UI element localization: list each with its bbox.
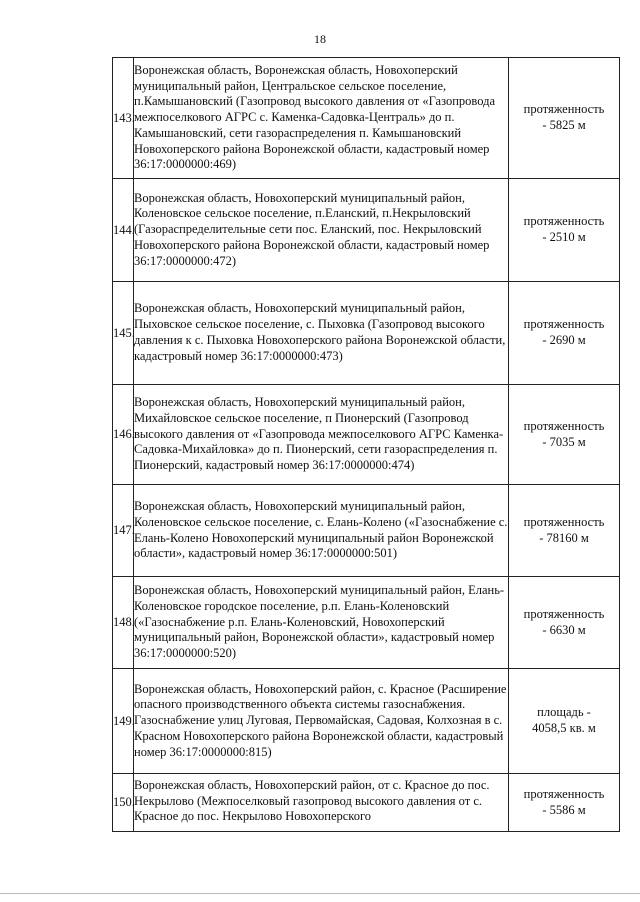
size-value: - 78160 м	[539, 530, 589, 545]
table-row	[113, 577, 620, 669]
table-row	[113, 385, 620, 485]
object-size	[509, 774, 620, 832]
object-size	[509, 485, 620, 577]
row-number: 147.	[113, 485, 134, 577]
row-number: 143.	[113, 58, 134, 179]
size-label: протяженность	[523, 102, 605, 117]
object-size	[509, 282, 620, 385]
size-value: 4058,5 кв. м	[532, 721, 596, 735]
object-description: Воронежская область, Новохоперский район, от с. Красное до пос. Некрылово (Межпоселковый газопровод высокого давления от с. Красное до пос. Некрылово Новохоперского	[134, 774, 509, 832]
table-row	[113, 179, 620, 282]
object-description: Воронежская область, Новохоперский муниципальный район, Пыховское сельское поселение, с. Пыховка (Газопровод высокого давления к с. Пыховка Новохоперского района Воронежской области, кадастровый номер 36:17:0000000:473)	[134, 282, 509, 385]
object-size	[509, 669, 620, 774]
object-description: Воронежская область, Новохоперский муниципальный район, Коленовское сельское поселение, с. Елань-Колено («Газоснабжение с. Елань-Колено Новохоперский муниципальный район Воронежской области», кадастровый номер 36:17:0000000:501)	[134, 485, 509, 577]
object-description: Воронежская область, Новохоперский муниципальный район, Елань-Коленовское городское поселение, р.п. Елань-Коленовский («Газоснабжение р.п. Елань-Коленовский, Новохоперский муниципальный район, Воронежской области», кадастровый номер 36:17:0000000:520)	[134, 577, 509, 669]
object-size	[509, 58, 620, 179]
object-description: Воронежская область, Новохоперский район, с. Красное (Расширение опасного производственного объекта системы газоснабжения. Газоснабжение улиц Луговая, Первомайская, Садовая, Колхозная в с. Красном Новохоперского района Воронежской области, кадастровый номер 36:17:0000000:815)	[134, 669, 509, 774]
row-number: 150.	[113, 774, 134, 832]
size-label: протяженность	[523, 418, 605, 433]
size-label: протяженность	[523, 514, 605, 529]
table-row	[113, 58, 620, 179]
table-row	[113, 485, 620, 577]
row-number: 149.	[113, 669, 134, 774]
table-row	[113, 669, 620, 774]
size-value: - 7035 м	[542, 434, 586, 449]
row-number: 148.	[113, 577, 134, 669]
row-number: 144.	[113, 179, 134, 282]
size-value: - 5586 м	[542, 802, 586, 817]
object-description: Воронежская область, Новохоперский муниципальный район, Михайловское сельское поселение, п Пионерский (Газопровод высокого давления от «Газопровода межпоселкового АГРС Каменка-Садовка-Михайловка» до п. Пионерский, сети газораспределения п. Пионерский, кадастровый номер 36:17:0000000:474)	[134, 385, 509, 485]
size-label: протяженность	[523, 606, 605, 621]
size-value: - 5825 м	[542, 118, 586, 132]
table-row	[113, 282, 620, 385]
page-number: 18	[314, 32, 326, 46]
row-number: 146.	[113, 385, 134, 485]
object-size	[509, 577, 620, 669]
size-value: - 2690 м	[542, 333, 586, 347]
size-label: протяженность	[523, 317, 605, 332]
object-size	[509, 179, 620, 282]
row-number: 145.	[113, 282, 134, 385]
size-value: - 2510 м	[542, 230, 586, 244]
size-label: площадь -	[537, 705, 591, 720]
size-label: протяженность	[523, 786, 605, 801]
table-row	[113, 774, 620, 832]
size-label: протяженность	[523, 214, 605, 229]
object-description: Воронежская область, Новохоперский муниципальный район, Коленовское сельское поселение, п.Еланский, п.Некрыловский (Газораспределительные сети пос. Еланский, пос. Некрыловский Новохоперского района Воронежской области, кадастровый номер 36:17:0000000:472)	[134, 179, 509, 282]
size-value: - 6630 м	[542, 622, 586, 637]
registry-table	[112, 57, 620, 832]
page-edge-rule	[0, 893, 640, 894]
object-description: Воронежская область, Воронежская область, Новохоперский муниципальный район, Центральское сельское поселение, п.Камышановский (Газопровод высокого давления от «Газопровода межпоселкового АГРС с. Каменка-Садовка-Централь» до п. Камышановский, сети газораспределения п. Камышановский Новохоперского района Воронежской области, кадастровый номер 36:17:0000000:469)	[134, 58, 509, 179]
object-size	[509, 385, 620, 485]
